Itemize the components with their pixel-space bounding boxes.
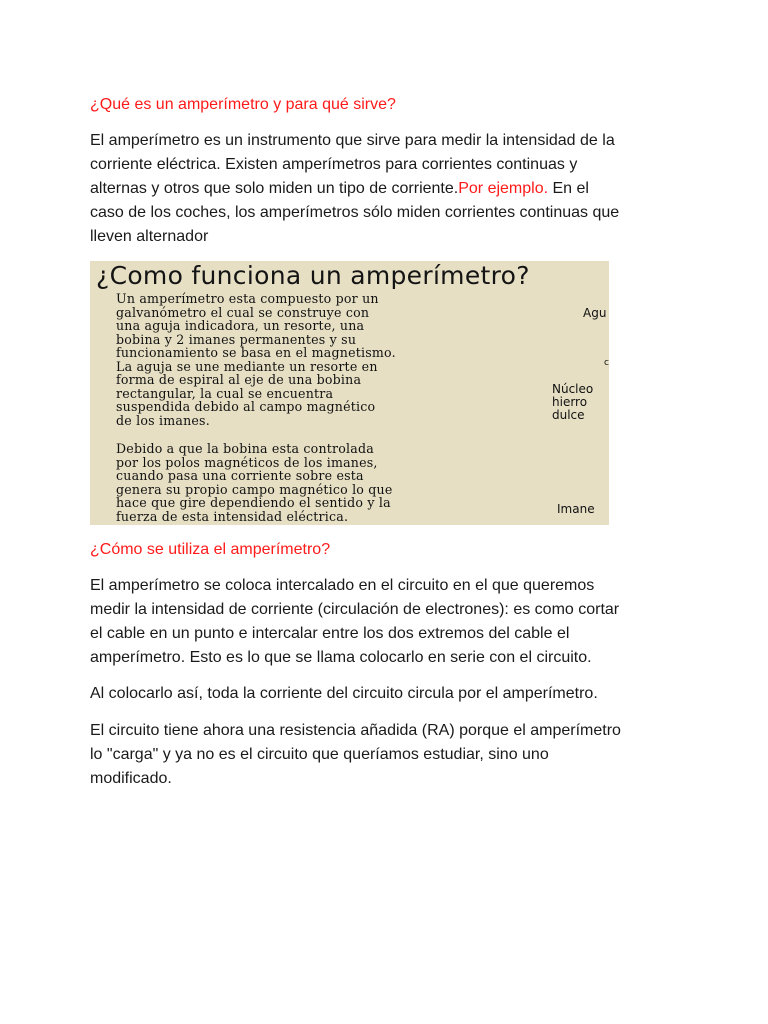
figure-text-line: bobina y 2 imanes permanentes y su (116, 331, 357, 347)
text-line: El circuito tiene ahora una resistencia añadida (RA) porque el amperímetro (90, 722, 621, 739)
section-heading-como-se-utiliza: ¿Cómo se utiliza el amperímetro? (90, 541, 331, 558)
figure-text-line: Debido a que la bobina esta controlada (116, 441, 374, 456)
text-line: corriente eléctrica. Existen amperímetros para corrientes continuas y (90, 156, 578, 173)
figure-text-line: La aguja se une mediante un resorte en (116, 358, 378, 374)
paragraph-usage (90, 574, 690, 670)
figure-text-line: forma de espiral al eje de una bobina (116, 372, 362, 387)
label-nucleo-hierro-dulce (552, 383, 593, 422)
section-heading-que-es: ¿Qué es un amperímetro y para qué sirve? (90, 96, 396, 113)
text-line: modificado. (90, 770, 172, 787)
text-line (90, 177, 690, 201)
text-line: el cable en un punto e intercalar entre los dos extremos del cable el (90, 625, 570, 642)
label-imanes: Imane (557, 502, 595, 516)
text-line: medir la intensidad de corriente (circulación de electrones): es como cortar (90, 601, 620, 618)
text-fragment: alternas y otros que solo miden un tipo de corriente. (90, 180, 459, 197)
text-line: lleven alternador (90, 228, 209, 245)
text-line: Al colocarlo así, toda la corriente del circuito circula por el amperímetro. (90, 685, 598, 702)
figure-text-line: por los polos magnéticos de los imanes, (116, 454, 378, 470)
embedded-image-como-funciona (90, 261, 609, 525)
figure-text-line: hace que gire dependiendo el sentido y la (116, 495, 391, 510)
paragraph-definition (90, 129, 690, 249)
figure-text-line: cuando pasa una corriente sobre esta (116, 468, 364, 483)
figure-text-line: Un amperímetro esta compuesto por un (116, 291, 379, 306)
label-line: Núcleo (552, 382, 594, 396)
label-mark: c (604, 358, 609, 368)
figure-title: ¿Como funciona un amperímetro? (96, 261, 530, 290)
text-line: El amperímetro se coloca intercalado en el circuito en el que queremos (90, 577, 595, 594)
text-fragment: En el (548, 180, 589, 197)
text-line: caso de los coches, los amperímetros sólo miden corrientes continuas que (90, 204, 620, 221)
highlight-text: Por ejemplo. (458, 180, 549, 197)
figure-text-line: suspendida debido al campo magnético (116, 399, 376, 414)
figure-text-line: de los imanes. (116, 412, 210, 428)
label-line: hierro (552, 395, 588, 409)
figure-text-line: funcionamiento se basa en el magnetismo. (116, 345, 396, 360)
text-line: lo "carga" y ya no es el circuito que queríamos estudiar, sino uno (90, 746, 549, 763)
figure-text-line: genera su propio campo magnético lo que (116, 481, 393, 497)
paragraph-resistencia (90, 719, 690, 791)
paragraph-corriente (90, 682, 690, 706)
figure-paragraph-2 (116, 442, 393, 523)
label-line: dulce (552, 408, 585, 422)
label-aguja: Agu (583, 306, 607, 320)
text-line: El amperímetro es un instrumento que sirve para medir la intensidad de la (90, 132, 615, 149)
figure-text-line: galvanómetro el cual se construye con (116, 304, 370, 320)
figure-text-line: fuerza de esta intensidad eléctrica. (116, 508, 349, 524)
figure-text-line: una aguja indicadora, un resorte, una (116, 318, 365, 333)
figure-text-line: rectangular, la cual se encuentra (116, 385, 334, 401)
figure-paragraph-1 (116, 292, 396, 427)
text-line: amperímetro. Esto es lo que se llama colocarlo en serie con el circuito. (90, 649, 592, 666)
